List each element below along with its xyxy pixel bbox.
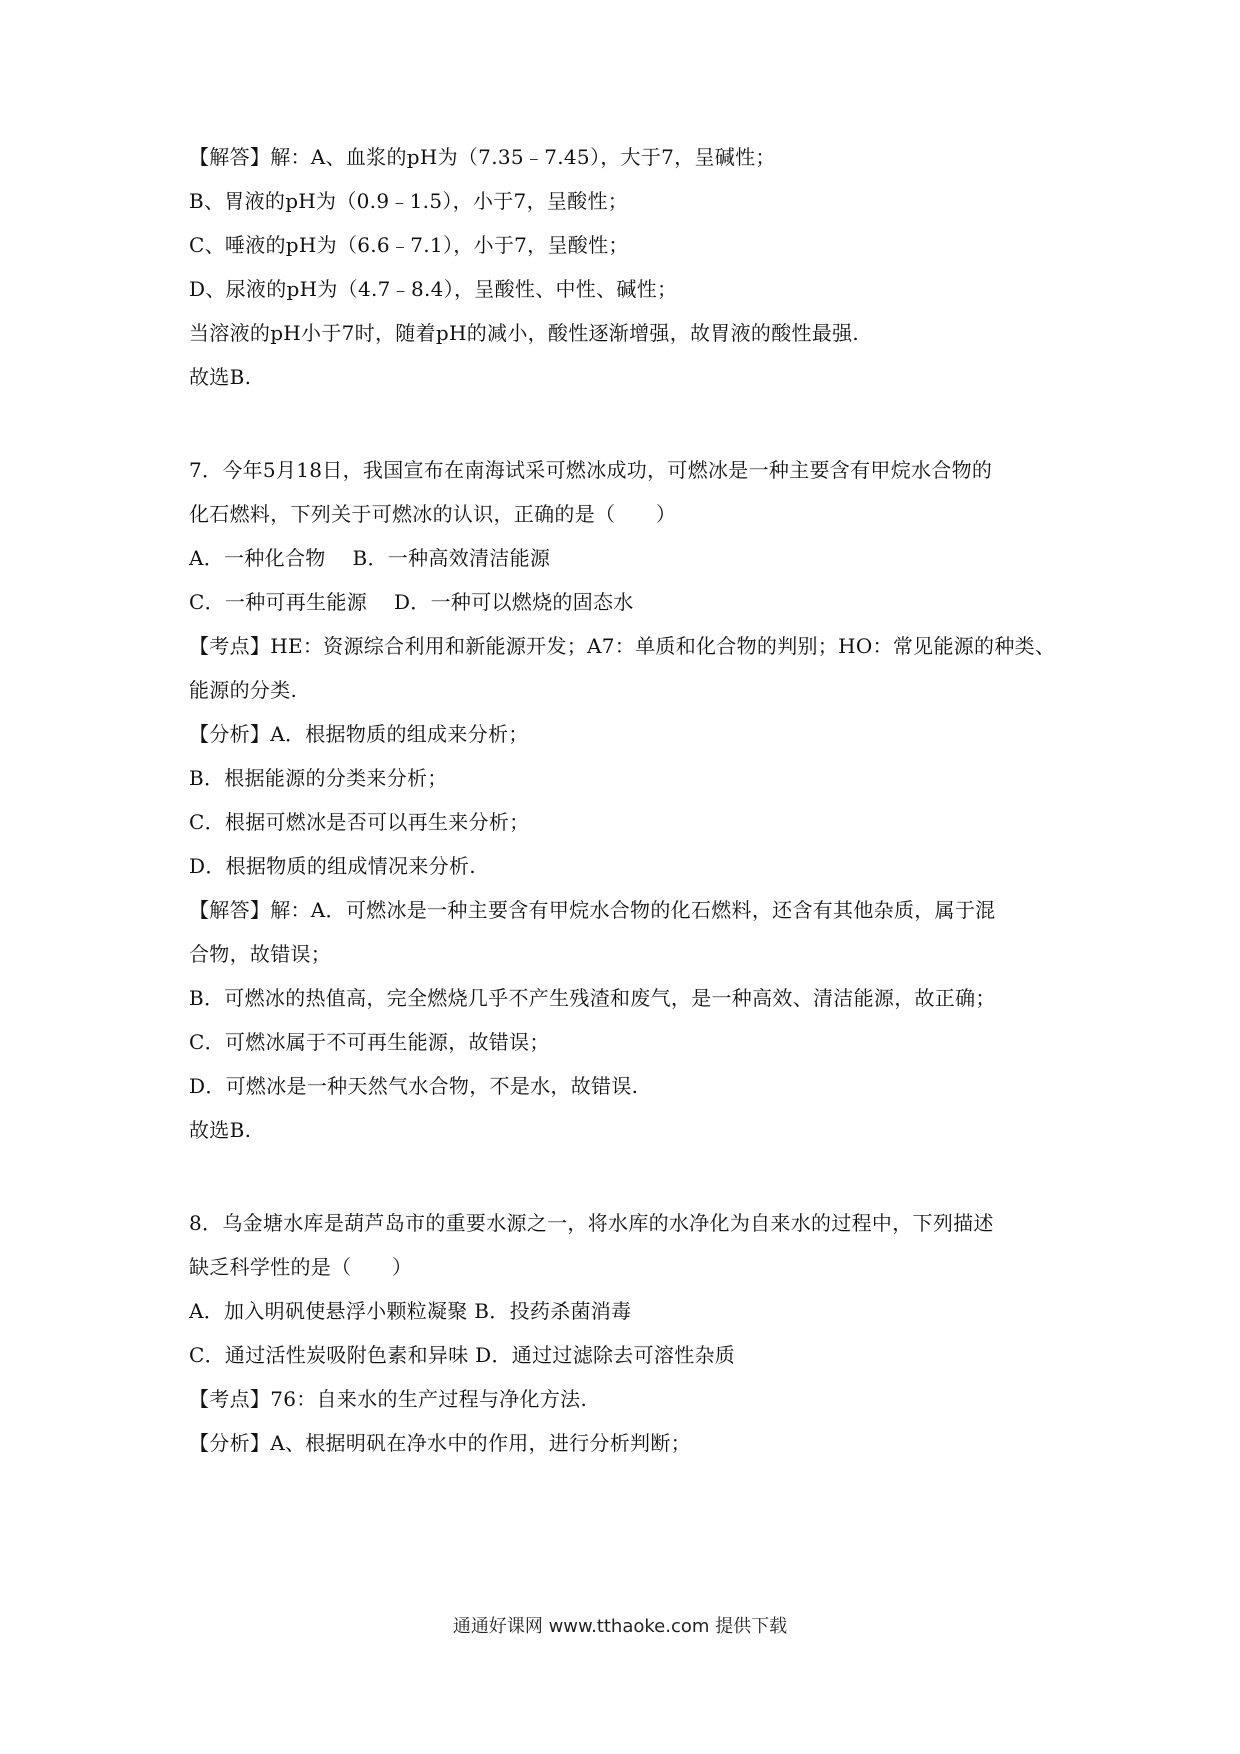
question-8-options: A．加入明矾使悬浮小颗粒凝聚 B．投药杀菌消毒 <box>189 1299 632 1323</box>
answer-line: D．可燃冰是一种天然气水合物，不是水，故错误. <box>189 1074 639 1098</box>
kaodian-line: 【考点】HE：资源综合利用和新能源开发；A7：单质和化合物的判别；HO：常见能源的种类、 <box>189 634 1056 658</box>
question-7-stem: 7．今年5月18日，我国宣布在南海试采可燃冰成功，可燃冰是一种主要含有甲烷水合物的 <box>189 458 993 482</box>
question-8-stem: 8．乌金塘水库是葫芦岛市的重要水源之一，将水库的水净化为自来水的过程中，下列描述 <box>189 1211 994 1235</box>
text-line: 故选B. <box>189 365 252 389</box>
analysis-line: C．根据可燃冰是否可以再生来分析； <box>189 810 530 834</box>
page-footer: 通通好课网 www.tthaoke.com 提供下载 <box>452 1616 788 1637</box>
analysis-line: D．根据物质的组成情况来分析. <box>189 854 476 878</box>
question-8-stem: 缺乏科学性的是（ ） <box>189 1255 413 1279</box>
text-line: B、胃液的pH为（0.9﹣1.5），小于7，呈酸性； <box>189 189 629 213</box>
analysis-line: B．根据能源的分类来分析； <box>189 766 448 790</box>
text-line: C、唾液的pH为（6.6﹣7.1），小于7，呈酸性； <box>189 233 629 257</box>
question-8-options: C．通过活性炭吸附色素和异味 D．通过过滤除去可溶性杂质 <box>189 1343 736 1367</box>
analysis-line: 【分析】A．根据物质的组成来分析； <box>189 722 529 746</box>
text-line: 【解答】解：A、血浆的pH为（7.35﹣7.45），大于7，呈碱性； <box>189 145 776 169</box>
answer-line: 合物，故错误； <box>189 942 332 966</box>
question-7-options: A．一种化合物 B．一种高效清洁能源 <box>189 546 551 570</box>
text-line: 当溶液的pH小于7时，随着pH的减小，酸性逐渐增强，故胃液的酸性最强. <box>189 321 860 345</box>
answer-line: 【解答】解：A．可燃冰是一种主要含有甲烷水合物的化石燃料，还含有其他杂质，属于混 <box>189 898 996 922</box>
answer-line: C．可燃冰属于不可再生能源，故错误； <box>189 1030 550 1054</box>
text-line: D、尿液的pH为（4.7﹣8.4），呈酸性、中性、碱性； <box>189 277 678 301</box>
question-7-options: C．一种可再生能源 D．一种可以燃烧的固态水 <box>189 590 634 614</box>
kaodian-line: 能源的分类. <box>189 678 298 702</box>
question-7-stem: 化石燃料，下列关于可燃冰的认识，正确的是（ ） <box>189 502 677 526</box>
answer-line: B．可燃冰的热值高，完全燃烧几乎不产生残渣和废气，是一种高效、清洁能源，故正确； <box>189 986 996 1010</box>
kaodian-line: 【考点】76：自来水的生产过程与净化方法. <box>189 1387 588 1411</box>
analysis-line: 【分析】A、根据明矾在净水中的作用，进行分析判断； <box>189 1431 691 1455</box>
answer-choice: 故选B. <box>189 1118 252 1142</box>
